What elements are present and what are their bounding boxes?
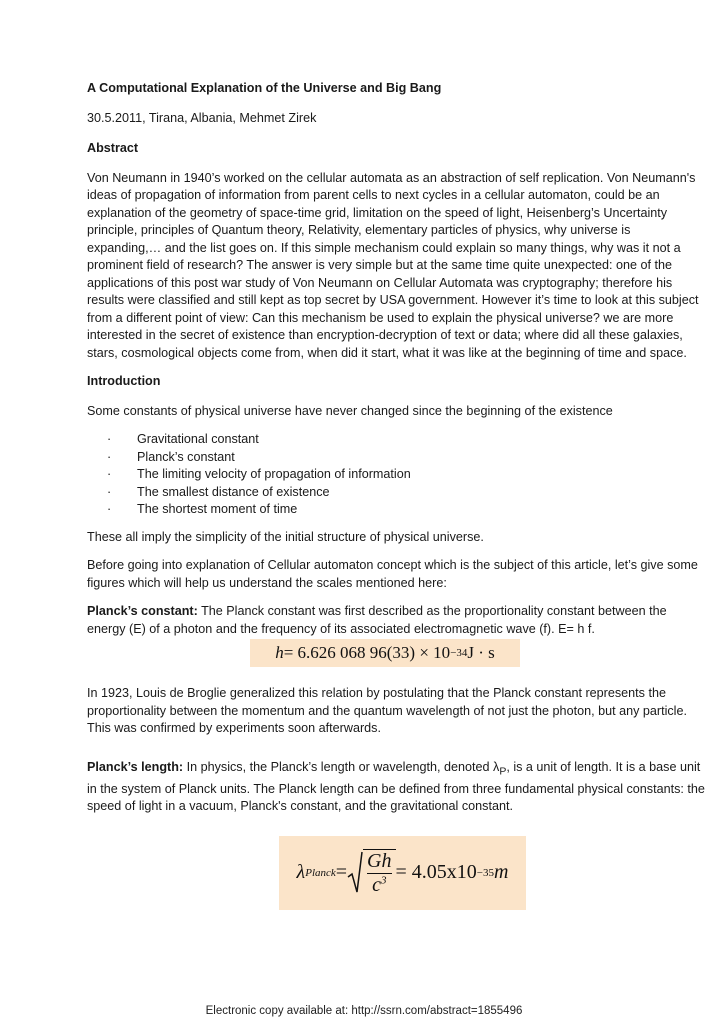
planck-constant-label: Planck’s constant: xyxy=(87,604,198,618)
bullet-icon: · xyxy=(107,432,112,446)
constants-list xyxy=(87,431,707,519)
ssrn-footer: Electronic copy available at: http://ssrn.com/abstract=1855496 xyxy=(205,1005,523,1017)
planck-length-paragraph: Planck’s length: In physics, the Planck’s length or wavelength, denoted $\lambda_P$, is a unit of length. It is a base unit in the system of Planck units. The Planck length can be defined from three fundamental physical constants: the speed of light in a vacuum, Planck's constant, and the gravitational constant. xyxy=(87,759,705,814)
planck-length-formula: λ Planck = Gh $c^3$ = 4.05x10 −35 m xyxy=(279,836,526,910)
paper-page xyxy=(87,80,707,910)
bullet-icon: · xyxy=(107,484,112,499)
planck-constant-formula: h = 6.626 068 96(33) × 10 −34 J · s xyxy=(250,639,520,667)
list-item: · Planck’s constant xyxy=(87,449,707,467)
list-item: · Gravitational constant xyxy=(87,431,707,449)
planck-length-label: Planck’s length: xyxy=(87,759,184,774)
sqrt-sign-icon xyxy=(347,851,363,895)
square-root: Gh $c^3$ xyxy=(347,849,395,897)
introduction-lead: Some constants of physical universe have never changed since the beginning of the existence xyxy=(87,403,613,418)
paper-title: A Computational Explanation of the Universe and Big Bang xyxy=(87,81,442,95)
bullet-icon: · xyxy=(107,467,112,481)
abstract-text: Von Neumann in 1940’s worked on the cellular automata as an abstraction of self replication. Von Neumann's ideas of propagation of information from parent cells to next cycles in a cellular automaton, could be an explanation of the geometry of space-time grid, limitation on the speed of light, Heisenberg’s Uncertainty principle, principles of Quantum theory, Relativity, elementary particles of physics, why universe is expanding,… and the list goes on. If this simple mechanism could explain so many things, why was it not a prominent field of research? The answer is very simple but at the same time quite unexpected: one of the applications of this post war study of Von Neumann on Cellular Automata was cryptography; therefore his results were classified and still kept as top secret by USA government. However it’s time to look at this subject from a different point of view: Can this mechanism be used to explain the physical universe? we are more interested in the secret of existence than encryption-decryption of text or data; where did all these galaxies, stars, cosmological objects come from, when did it start, what it was like at the beginning of time and space. xyxy=(87,170,699,360)
list-item: · The smallest distance of existence xyxy=(87,484,707,502)
planck-constant-paragraph: Planck’s constant: The Planck constant was first described as the proportionality constant between the energy (E) of a photon and the frequency of its associated electromagnetic wave (f). E= h f. xyxy=(87,604,667,636)
bullet-icon: · xyxy=(107,502,112,516)
paper-meta: 30.5.2011, Tirana, Albania, Mehmet Zirek xyxy=(87,110,317,125)
de-broglie-paragraph: In 1923, Louis de Broglie generalized this relation by postulating that the Planck constant represents the proportionality between the momentum and the quantum wavelength of not just the photon, but any particle. This was confirmed by experiments soon afterwards. xyxy=(87,686,687,735)
lambda-p-symbol: $\lambda_P$ xyxy=(493,759,507,778)
introduction-heading: Introduction xyxy=(87,374,161,388)
list-item: · The shortest moment of time xyxy=(87,501,707,519)
list-item: · The limiting velocity of propagation of information xyxy=(87,466,707,484)
abstract-heading: Abstract xyxy=(87,141,139,155)
before-text: Before going into explanation of Cellular automaton concept which is the subject of this article, let’s give some figures which will help us understand the scales mentioned here: xyxy=(87,558,698,590)
bullet-icon: · xyxy=(107,449,112,464)
simplicity-text: These all imply the simplicity of the initial structure of physical universe. xyxy=(87,529,484,544)
